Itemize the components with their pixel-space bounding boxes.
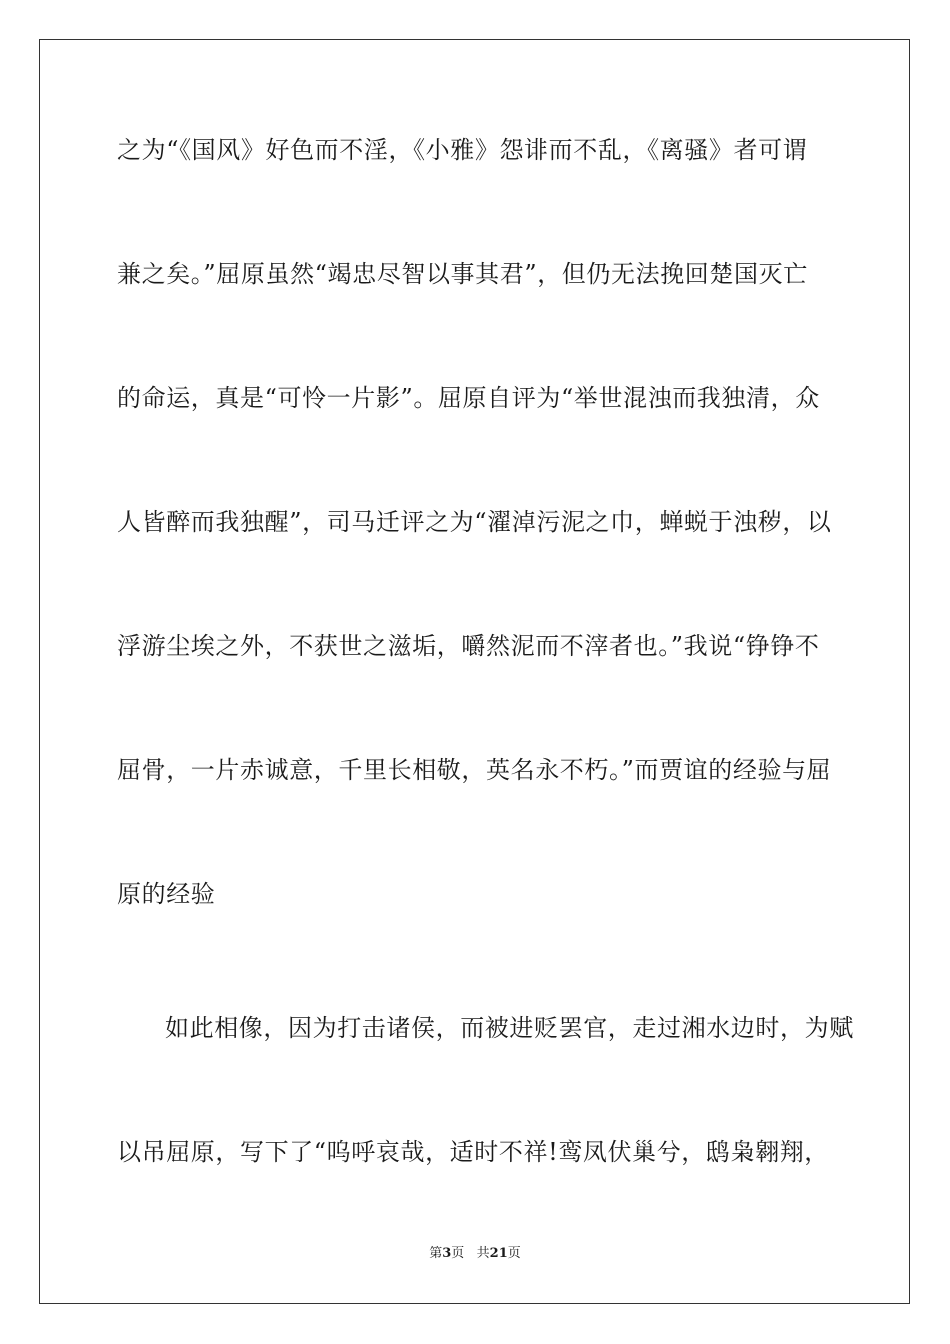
paragraph-line-7: 原的经验 [117,880,216,908]
paragraph-line-8: 如此相像，因为打击诸侯，而被进贬罢官，走过湘水边时，为赋 [165,1014,854,1042]
footer-page-prefix: 第 [429,1246,443,1261]
footer-total-pages: 21 [489,1246,508,1261]
paragraph-line-1: 之为“《国风》好色而不淫，《小雅》怨诽而不乱，《离骚》者可谓 [117,136,808,164]
footer-page-suffix: 页 共 [451,1246,490,1261]
page-border [39,39,910,1304]
page-footer [0,1245,950,1263]
paragraph-line-3: 的命运，真是“可怜一片影”。屈原自评为“举世混浊而我独清，众 [117,384,820,412]
paragraph-line-9: 以吊屈原，写下了“呜呼哀哉，适时不祥!鸾凤伏巢兮，鸱枭翱翔， [117,1138,829,1166]
paragraph-line-5: 浮游尘埃之外，不获世之滋垢，嚼然泥而不滓者也。”我说“铮铮不 [117,632,820,660]
paragraph-line-2: 兼之矣。”屈原虽然“竭忠尽智以事其君”，但仍无法挽回楚国灭亡 [117,260,808,288]
paragraph-line-6: 屈骨，一片赤诚意，千里长相敬，英名永不朽。”而贾谊的经验与屈 [117,756,832,784]
footer-page-number: 3 [442,1246,452,1261]
footer-total-suffix: 页 [507,1246,521,1261]
paragraph-line-4: 人皆醉而我独醒”，司马迁评之为“濯淖污泥之巾，蝉蜕于浊秽，以 [117,508,832,536]
